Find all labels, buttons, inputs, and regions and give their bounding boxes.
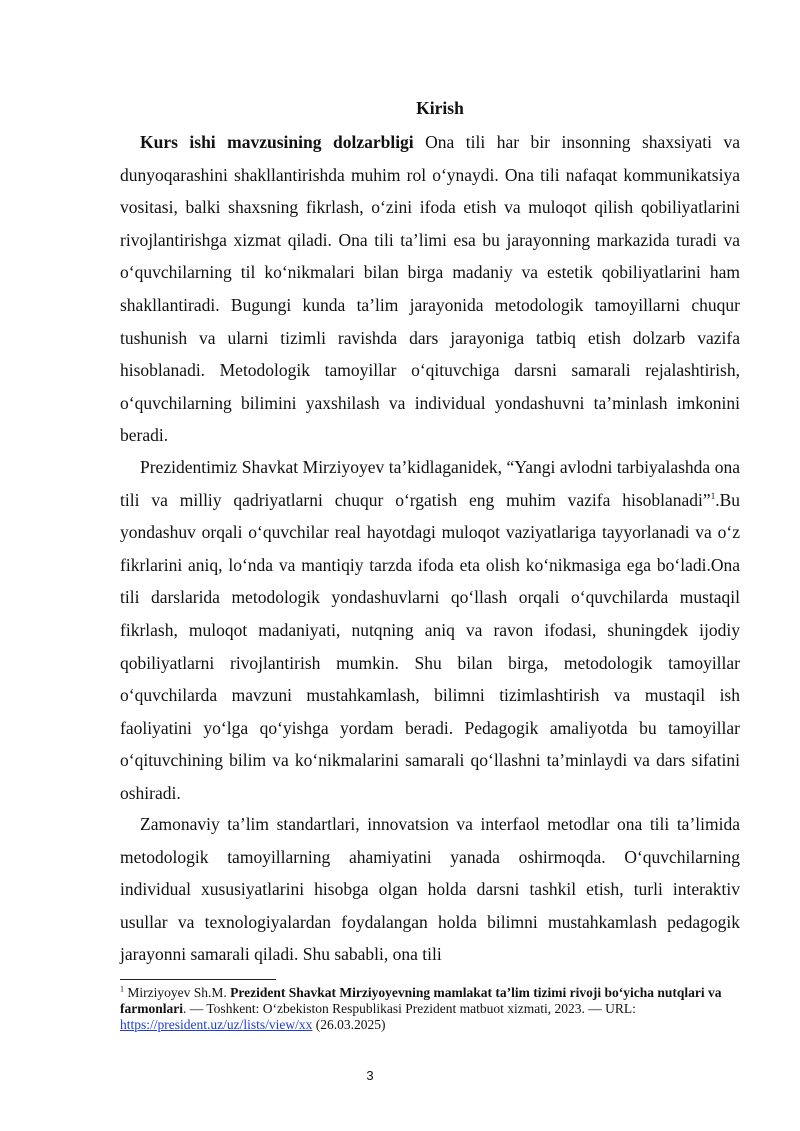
paragraph-relevance <box>120 126 740 452</box>
footnote-publisher: . — Toshkent: O‘zbekiston Respublikasi Prezident matbuot xizmati, 2023. — URL: <box>183 1001 636 1016</box>
footnote <box>120 985 740 1033</box>
paragraph-text: Prezidentimiz Shavkat Mirziyoyev ta’kidlaganidek, “Yangi avlodni tarbiyalashda ona tili va milliy qadriyatlarni chuqur o‘rgatish eng muhim vazifa hisoblanadi” <box>120 457 740 510</box>
footnote-url-link[interactable]: https://president.uz/uz/lists/view/xx <box>120 1017 313 1032</box>
paragraph-text: Zamonaviy ta’lim standartlari, innovatsion va interfaol metodlar ona tili ta’limida metodologik tamoyillarning ahamiyatini yanada oshirmoqda. O‘quvchilarning individual xususiyatlarini hisobga olgan holda darsni tashkil etish, turli interaktiv usullar va texnologiyalardan foydalangan holda bilimni mustahkamlash pedagogik jarayonni samarali qiladi. Shu sababli, ona tili <box>120 814 740 965</box>
page-number: 3 <box>366 1068 374 1083</box>
footnote-access-date: (26.03.2025) <box>312 1017 386 1032</box>
footnote-author: Mirziyoyev Sh.M. <box>124 985 231 1000</box>
footnote-reference[interactable]: 1 <box>710 490 716 501</box>
footnote-number: 1 <box>120 984 124 994</box>
paragraph-text: Ona tili har bir insonning shaxsiyati va dunyoqarashini shakllantirishda muhim rol o‘ynaydi. Ona tili nafaqat kommunikatsiya vositasi, balki shaxsning fikrlash, o‘zini ifoda etish va muloqot qilish qobiliyatlarini rivojlantirishga xizmat qiladi. Ona tili ta’limi esa bu jarayonning markazida turadi va o‘quvchilarning til ko‘nikmalari bilan birga madaniy va estetik qobiliyatlarini ham shakllantiradi. Bugungi kunda ta’lim jarayonida metodologik tamoyillarni chuqur tushunish va ularni tizimli ravishda dars jarayoniga tatbiq etish dolzarb vazifa hisoblanadi. Metodologik tamoyillar o‘qituvchiga darsni samarali rejalashtirish, o‘quvchilarning bilimini yaxshilash va individual yondashuvni ta’minlash imkonini beradi. <box>120 132 740 446</box>
paragraph-text: .Bu yondashuv orqali o‘quvchilar real hayotdagi muloqot vaziyatlariga tayyorlanadi va o‘z fikrlarini aniq, lo‘nda va mantiqiy tarzda ifoda eta olish ko‘nikmasiga ega bo‘ladi.Ona tili darslarida metodologik yondashuvlarni qo‘llash orqali o‘quvchilarda mustaqil fikrlash, muloqot madaniyati, nutqning aniq va ravon ifodasi, shuningdek ijodiy qobiliyatlarni rivojlantirish mumkin. Shu bilan birga, metodologik tamoyillar o‘quvchilarda mavzuni mustahkamlash, bilimni tizimlashtirish va mustaqil ish faoliyatini yo‘lga qo‘yishga yordam beradi. Pedagogik amaliyotda bu tamoyillar o‘qituvchining bilim va ko‘nikmalarini samarali qo‘llashni ta’minlaydi va dars sifatini oshiradi. <box>120 489 740 803</box>
footnote-title: Prezident Shavkat Mirziyoyevning mamlakat ta’lim tizimi rivoji bo‘yicha nutqlari va farmonlari <box>120 985 722 1016</box>
paragraph-modern-standards <box>120 808 740 971</box>
paragraph-president-quote <box>120 451 740 810</box>
footnote-separator <box>120 979 276 980</box>
lead-phrase: Kurs ishi mavzusining dolzarbligi <box>140 132 414 152</box>
section-heading: Kirish <box>416 98 464 118</box>
